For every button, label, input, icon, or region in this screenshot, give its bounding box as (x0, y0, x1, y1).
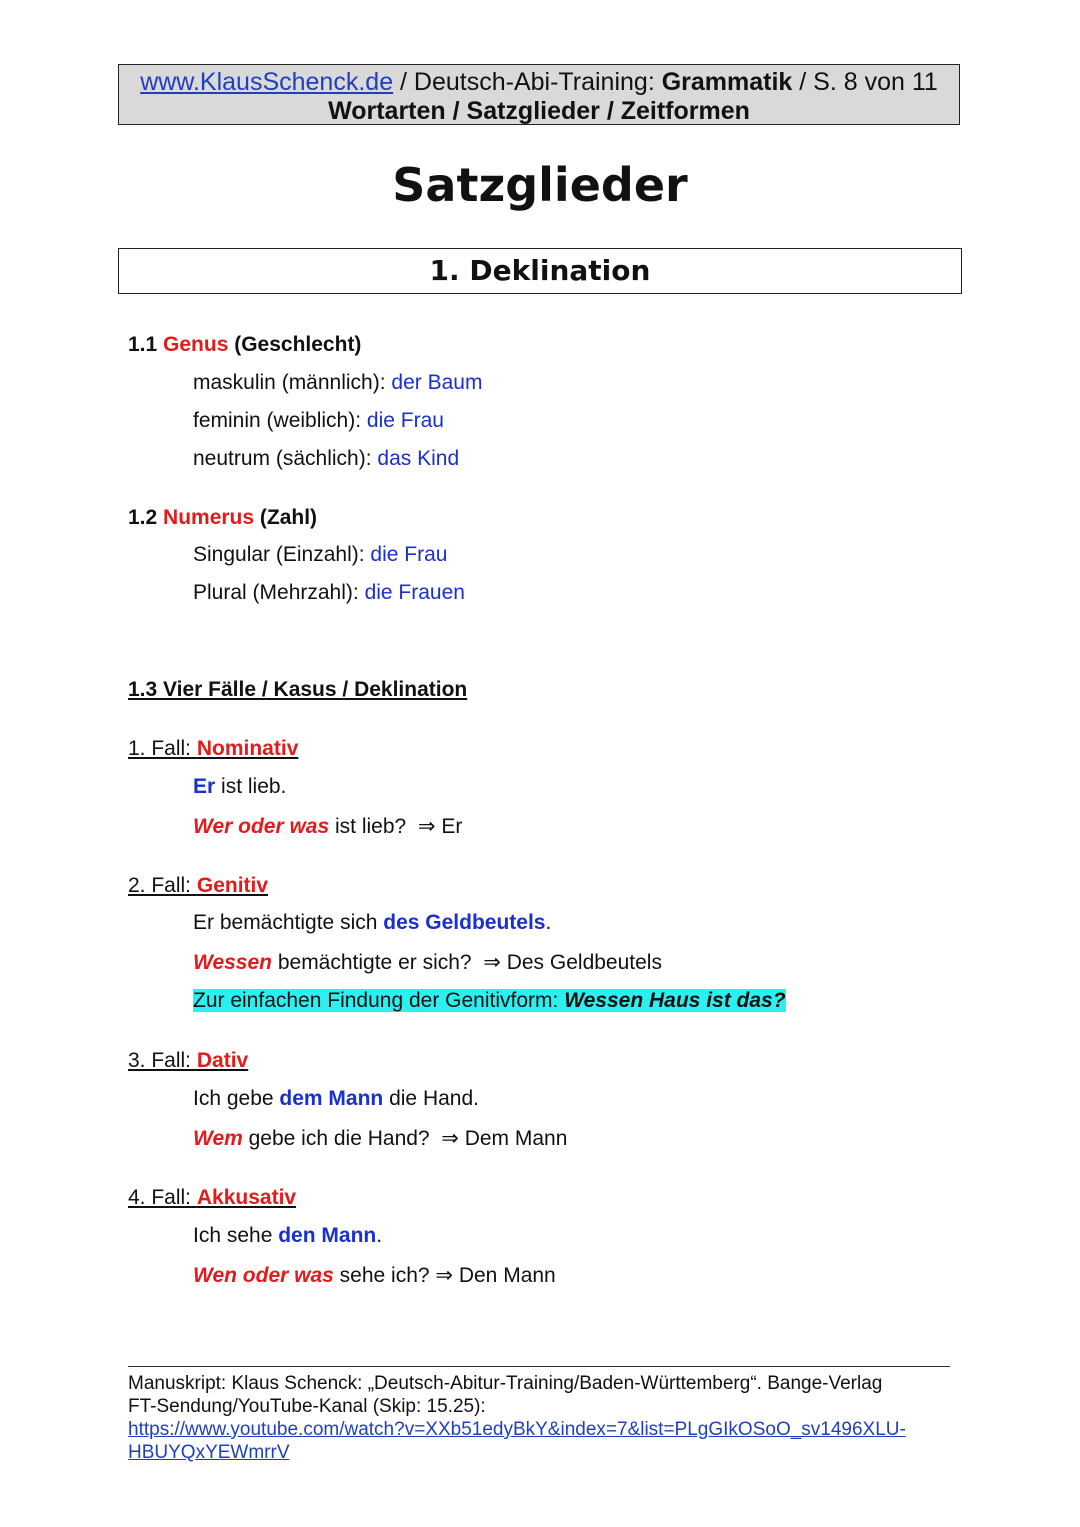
numerus-heading (128, 506, 317, 530)
nominativ-example (193, 775, 286, 799)
site-link[interactable]: www.KlausSchenck.de (140, 68, 394, 96)
genus-paren: (Geschlecht) (228, 333, 362, 356)
case-prefix: 4. Fall: (128, 1186, 197, 1209)
genitiv-hint (193, 989, 786, 1013)
answer: ⇒ Er (417, 815, 463, 838)
genus-example: der Baum (391, 371, 483, 394)
example-rest: ist lieb. (215, 775, 287, 798)
genus-example: die Frau (366, 409, 444, 432)
example-pre: Ich sehe (193, 1224, 279, 1247)
case-prefix: 1. Fall: (128, 737, 197, 760)
case-genitiv-heading (128, 874, 268, 898)
genus-number: 1.1 (128, 333, 164, 356)
akkusativ-example (193, 1224, 382, 1248)
question-word: Wessen (193, 951, 272, 974)
numerus-paren: (Zahl) (254, 506, 318, 529)
question-word: Wer oder was (193, 815, 330, 838)
kasus-heading: 1.3 Vier Fälle / Kasus / Deklination (128, 678, 468, 701)
numerus-example: die Frau (370, 543, 448, 566)
question-word: Wen oder was (193, 1264, 334, 1287)
dativ-example (193, 1087, 479, 1111)
question-rest: ist lieb? (329, 815, 407, 838)
numerus-example: die Frauen (364, 581, 465, 604)
case-prefix: 2. Fall: (128, 874, 197, 897)
case-nominativ-heading (128, 737, 298, 761)
numerus-label: Singular (Einzahl): (193, 543, 371, 566)
answer: ⇒ Dem Mann (441, 1127, 568, 1150)
case-name: Akkusativ (196, 1186, 297, 1209)
case-prefix: 3. Fall: (128, 1049, 197, 1072)
hint-question: Wessen Haus ist das? (564, 989, 786, 1012)
footer-manuscript: Manuskript: Klaus Schenck: „Deutsch-Abitur-Training/Baden-Württemberg“. Bange-Verlag (128, 1373, 883, 1394)
genitiv-question (193, 950, 662, 975)
question-rest: sehe ich? (333, 1264, 430, 1287)
case-name: Nominativ (196, 737, 299, 760)
genus-label: feminin (weiblich): (193, 409, 367, 432)
numerus-item-singular (193, 543, 447, 567)
example-post: . (545, 911, 552, 934)
example-post: die Hand. (383, 1087, 479, 1110)
genus-heading (128, 333, 361, 357)
page-header (118, 64, 960, 125)
question-word: Wem (193, 1127, 243, 1150)
genus-item-neutrum (193, 447, 459, 471)
numerus-term: Numerus (163, 506, 255, 529)
answer: ⇒ Den Mann (435, 1264, 556, 1287)
example-emphasis: Er (193, 775, 216, 798)
example-pre: Ich gebe (193, 1087, 280, 1110)
header-subtitle: Wortarten / Satzglieder / Zeitformen (328, 97, 750, 125)
numerus-number: 1.2 (128, 506, 164, 529)
case-name: Dativ (196, 1049, 249, 1072)
genus-example: das Kind (377, 447, 460, 470)
genus-item-feminin (193, 409, 444, 433)
page-title: Satzglieder (392, 158, 688, 212)
case-name: Genitiv (196, 874, 269, 897)
example-emphasis: dem Mann (279, 1087, 384, 1110)
numerus-item-plural (193, 581, 465, 605)
example-post: . (376, 1224, 383, 1247)
case-dativ-heading (128, 1049, 248, 1073)
footer-url-line-1[interactable]: https://www.youtube.com/watch?v=XXb51edyBkY&index=7&list=PLgGIkOSoO_sv1496XLU- (128, 1419, 906, 1440)
page-number: / S. 8 von 11 (792, 68, 938, 96)
header-separator: / Deutsch-Abi-Training: (393, 68, 662, 96)
genus-item-maskulin (193, 371, 482, 395)
nominativ-question (193, 814, 462, 839)
answer: ⇒ Des Geldbeutels (483, 951, 662, 974)
example-emphasis: den Mann (278, 1224, 377, 1247)
case-akkusativ-heading (128, 1186, 296, 1210)
genus-label: maskulin (männlich): (193, 371, 392, 394)
footer-url-line-2[interactable]: HBUYQxYEWmrrV (128, 1442, 290, 1463)
section-title: 1. Deklination (118, 248, 962, 294)
header-topic: Grammatik (661, 68, 793, 96)
example-emphasis: des Geldbeutels (383, 911, 546, 934)
question-rest: bemächtigte er sich? (272, 951, 472, 974)
genus-term: Genus (163, 333, 229, 356)
genus-label: neutrum (sächlich): (193, 447, 378, 470)
akkusativ-question (193, 1263, 556, 1288)
numerus-label: Plural (Mehrzahl): (193, 581, 365, 604)
header-line-1 (119, 68, 959, 97)
dativ-question (193, 1126, 567, 1151)
hint-text: Zur einfachen Findung der Genitivform: (193, 989, 565, 1012)
example-pre: Er bemächtigte sich (193, 911, 384, 934)
question-rest: gebe ich die Hand? (242, 1127, 430, 1150)
footer-divider (128, 1366, 950, 1367)
hint-highlight (193, 989, 786, 1012)
footer-broadcast: FT-Sendung/YouTube-Kanal (Skip: 15.25): (128, 1396, 486, 1417)
genitiv-example (193, 911, 551, 935)
